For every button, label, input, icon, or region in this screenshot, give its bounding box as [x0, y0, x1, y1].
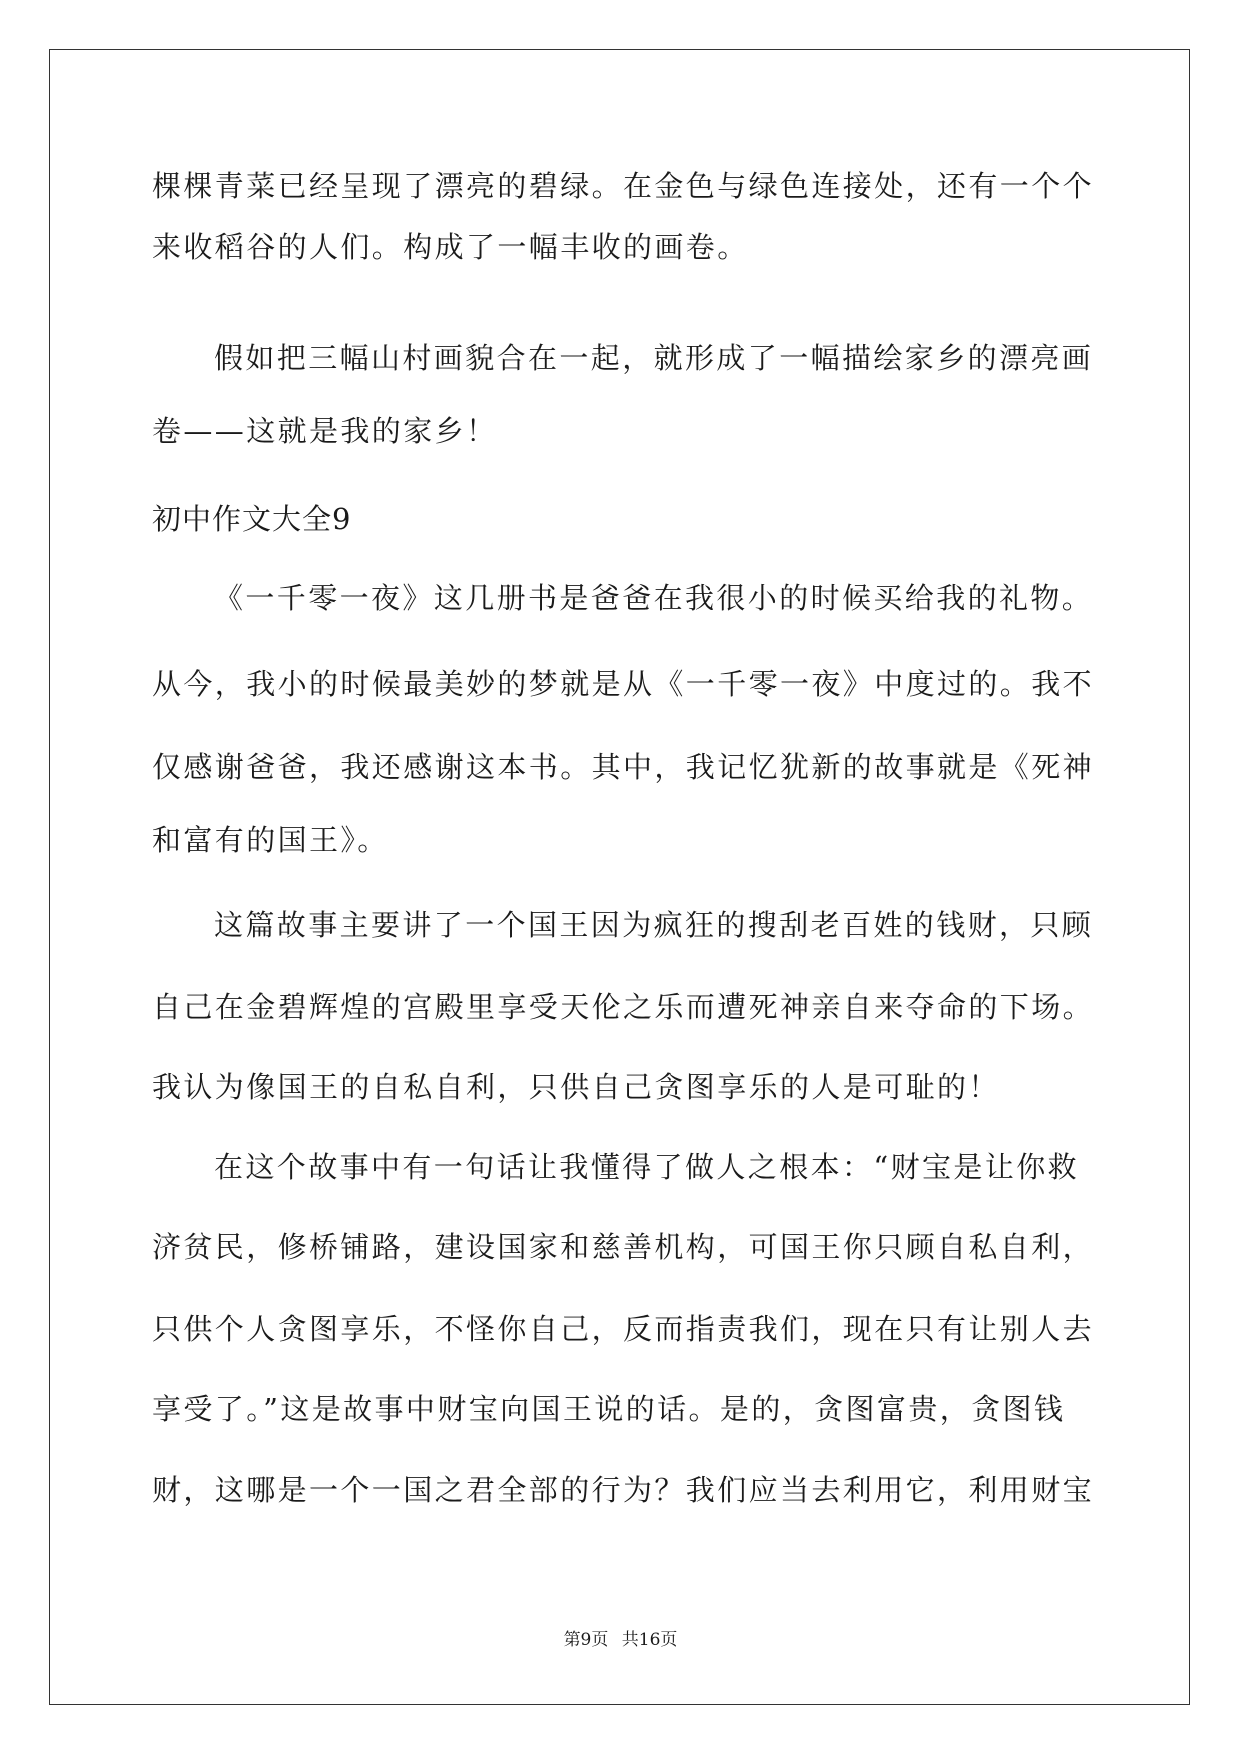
body-line: 在这个故事中有一句话让我懂得了做人之根本：“财宝是让你救 [214, 1150, 1080, 1184]
body-line: 仅感谢爸爸，我还感谢这本书。其中，我记忆犹新的故事就是《死神 [152, 750, 1095, 784]
page-number: 第9页 [563, 1630, 609, 1650]
body-line: 这篇故事主要讲了一个国王因为疯狂的搜刮老百姓的钱财，只顾 [214, 908, 1094, 942]
body-line: 只供个人贪图享乐，不怪你自己，反而指责我们，现在只有让别人去 [152, 1312, 1095, 1346]
body-line: 假如把三幅山村画貌合在一起，就形成了一幅描绘家乡的漂亮画 [214, 341, 1094, 375]
body-line: 从今，我小的时候最美妙的梦就是从《一千零一夜》中度过的。我不 [152, 667, 1095, 701]
body-line: 自己在金碧辉煌的宫殿里享受天伦之乐而遭死神亲自来夺命的下场。 [152, 990, 1095, 1024]
body-line: 济贫民，修桥铺路，建设国家和慈善机构，可国王你只顾自私自利， [152, 1230, 1095, 1264]
body-line: 棵棵青菜已经呈现了漂亮的碧绿。在金色与绿色连接处，还有一个个 [152, 169, 1095, 203]
body-line: 卷——这就是我的家乡！ [152, 414, 498, 448]
body-line: 财，这哪是一个一国之君全部的行为？我们应当去利用它，利用财宝 [152, 1473, 1095, 1507]
body-line: 享受了。”这是故事中财宝向国王说的话。是的，贪图富贵，贪图钱 [152, 1392, 1066, 1426]
body-line: 和富有的国王》。 [152, 823, 389, 857]
body-line: 《一千零一夜》这几册书是爸爸在我很小的时候买给我的礼物。 [214, 581, 1094, 615]
page-footer [0, 1625, 1241, 1650]
body-line: 来收稻谷的人们。构成了一幅丰收的画卷。 [152, 230, 749, 264]
page-border [49, 49, 1190, 1705]
body-line: 我认为像国王的自私自利，只供自己贪图享乐的人是可耻的！ [152, 1070, 1000, 1104]
section-heading: 初中作文大全9 [152, 502, 352, 536]
page-total: 共16页 [621, 1630, 678, 1650]
